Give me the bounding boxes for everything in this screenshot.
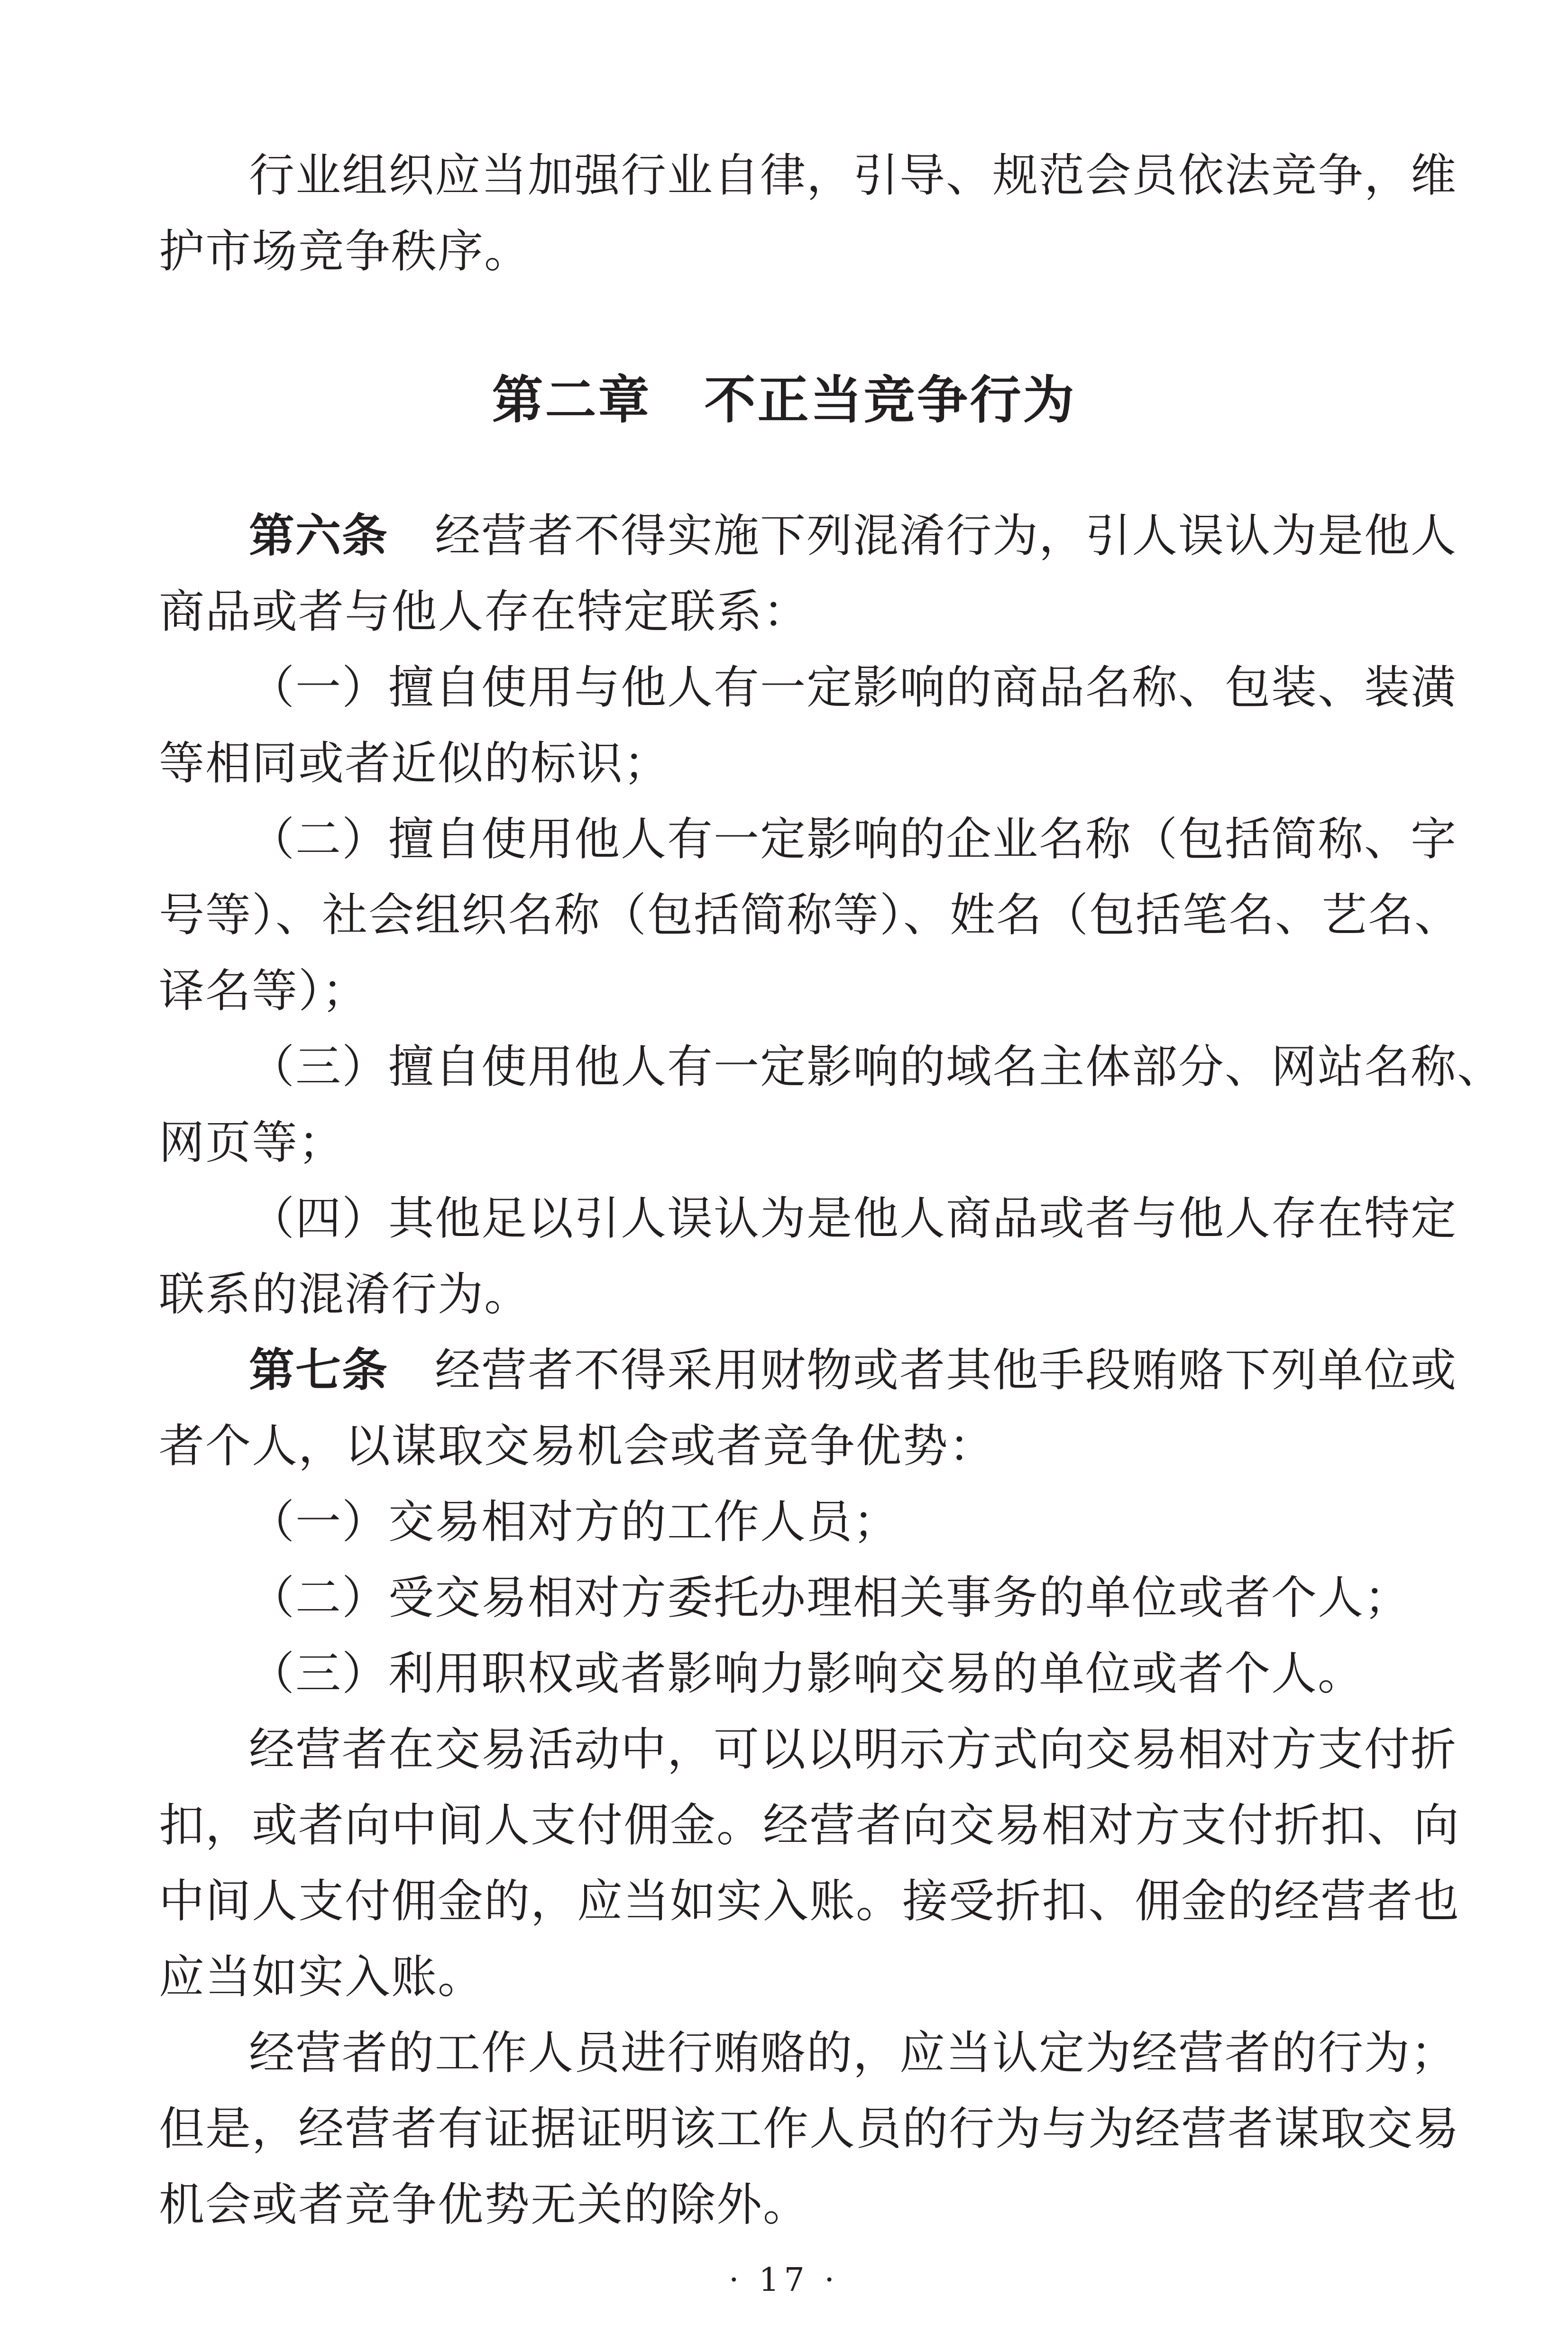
paragraph-line: 但是，经营者有证据证明该工作人员的行为与为经营者谋取交易 [159,2102,1460,2155]
article-7-label: 第七条 [249,1344,388,1397]
list-item: （二）擅自使用他人有一定影响的企业名称（包括简称、字 [249,813,1457,866]
paragraph-line: 行业组织应当加强行业自律，引导、规范会员依法竞争，维 [249,149,1457,202]
article-7-text: 经营者不得采用财物或者其他手段贿赂下列单位或 [388,1344,1457,1397]
article-6-label: 第六条 [249,509,388,562]
list-item: （三）擅自使用他人有一定影响的域名主体部分、网站名称、 [249,1040,1504,1093]
paragraph-line: 中间人支付佣金的，应当如实入账。接受折扣、佣金的经营者也 [159,1875,1460,1928]
article-7-line-2: 者个人，以谋取交易机会或者竞争优势： [159,1419,995,1473]
article-7-line-1 [249,1332,1457,1408]
paragraph-line: 扣，或者向中间人支付佣金。经营者向交易相对方支付折扣、向 [159,1799,1460,1852]
paragraph-line: 经营者在交易活动中，可以以明示方式向交易相对方支付折 [249,1723,1457,1776]
list-item-continuation: 译名等）； [159,964,368,1017]
list-item-continuation: 网页等； [159,1116,345,1169]
paragraph-line: 应当如实入账。 [159,1950,484,2004]
list-item: （三）利用职权或者影响力影响交易的单位或者个人。 [249,1647,1364,1700]
list-item: （二）受交易相对方委托办理相关事务的单位或者个人； [249,1571,1411,1624]
list-item: （一）交易相对方的工作人员； [249,1495,899,1548]
page-number: · 17 · [729,2261,839,2299]
chapter-title: 第二章 不正当竞争行为 [492,371,1076,430]
paragraph-line: 机会或者竞争优势无关的除外。 [159,2178,809,2231]
article-6-text: 经营者不得实施下列混淆行为，引人误认为是他人 [388,509,1457,562]
list-item: （四）其他足以引人误认为是他人商品或者与他人存在特定 [249,1192,1457,1245]
article-6-line-2: 商品或者与他人存在特定联系： [159,585,809,638]
paragraph-line: 经营者的工作人员进行贿赂的，应当认定为经营者的行为； [249,2026,1457,2079]
list-item-continuation: 号等）、社会组织名称（包括简称等）、姓名（包括笔名、艺名、 [159,888,1461,942]
list-item-continuation: 等相同或者近似的标识； [159,737,670,790]
paragraph-line: 护市场竞争秩序。 [159,225,531,278]
list-item-continuation: 联系的混淆行为。 [159,1268,531,1321]
article-6-line-1 [249,498,1457,574]
list-item: （一）擅自使用与他人有一定影响的商品名称、包装、装潢 [249,661,1457,714]
